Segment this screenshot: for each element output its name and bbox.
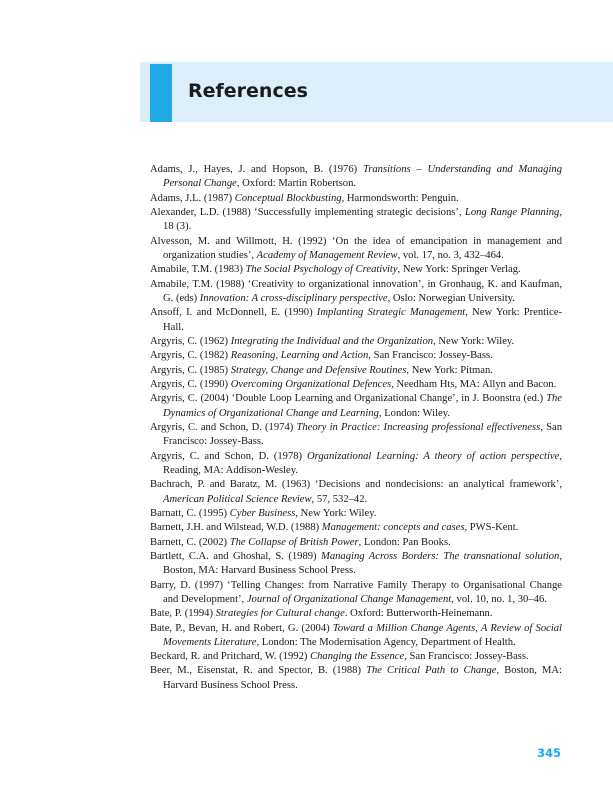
reference-authors: Argyris, C. and Schon, D. (1974): [150, 421, 297, 433]
reference-authors: Amabile, T.M. (1983): [150, 264, 246, 276]
reference-authors: Adams, J.L. (1987): [150, 192, 235, 204]
reference-authors: Adams, J., Hayes, J. and Hopson, B. (1976): [150, 164, 363, 175]
reference-publication: , vol. 17, no. 3, 432–464.: [397, 249, 504, 261]
reference-authors: Beckard, R. and Pritchard, W. (1992): [150, 651, 311, 663]
reference-publication: , Boston, MA: Harvard Business School Press.: [163, 665, 562, 691]
reference-publication: , Harmondsworth: Penguin.: [341, 192, 459, 204]
reference-authors: Bate, P., Bevan, H. and Robert, G. (2004): [150, 622, 333, 634]
reference-publication: , Oslo: Norwegian University.: [387, 292, 515, 304]
reference-publication: , Reading, MA: Addison-Wesley.: [163, 450, 562, 476]
reference-authors: Barnett, C. (2002): [150, 536, 230, 548]
reference-title: Managing Across Borders: The transnational solution: [321, 550, 560, 562]
reference-entry: [150, 650, 562, 664]
reference-publication: , San Francisco: Jossey-Bass.: [404, 651, 529, 663]
reference-list: [150, 163, 562, 693]
reference-authors: Bartlett, C.A. and Ghoshal, S. (1989): [150, 550, 322, 562]
reference-title: Conceptual Blockbusting: [234, 192, 342, 204]
reference-authors: Argyris, C. (1982): [150, 350, 231, 362]
reference-entry: [150, 550, 562, 579]
reference-authors: Argyris, C. (1985): [150, 364, 231, 376]
reference-entry: [150, 192, 562, 206]
reference-title: Journal of Organizational Change Management: [246, 593, 452, 605]
header-accent-tab: [150, 64, 172, 122]
reference-authors: Amabile, T.M. (1988) ‘Creativity to organizational innovation’, in Gronhaug, K. and Kaufman, G. (eds): [150, 278, 562, 304]
reference-title: The Critical Path to Change: [366, 665, 497, 677]
reference-publication: , New York: Wiley.: [433, 335, 515, 347]
reference-entry: [150, 607, 562, 621]
reference-authors: Alexander, L.D. (1988) ‘Successfully implementing strategic decisions’,: [150, 206, 465, 218]
reference-publication: , New York: Wiley.: [295, 507, 377, 519]
page-number: 345: [537, 746, 562, 760]
reference-authors: Argyris, C. (2004) ‘Double Loop Learning and Organizational Change’, in J. Boonstra (ed.): [150, 393, 547, 405]
reference-entry: [150, 521, 562, 535]
reference-publication: , Oxford: Martin Robertson.: [236, 178, 357, 190]
reference-entry: [150, 664, 562, 693]
reference-authors: Argyris, C. and Schon, D. (1978): [150, 450, 307, 462]
reference-entry: [150, 306, 562, 335]
reference-title: The Social Psychology of Creativity: [245, 264, 398, 276]
reference-entry: [150, 235, 562, 264]
reference-title: Transitions – Understanding and Managing Personal Change: [163, 164, 562, 190]
reference-entry: [150, 335, 562, 349]
reference-entry: [150, 163, 562, 192]
reference-title: Toward a Million Change Agents, A Review of Social Movements Literature: [163, 622, 563, 648]
reference-entry: [150, 579, 562, 608]
reference-authors: Argyris, C. (1962): [150, 335, 231, 347]
reference-entry: [150, 622, 562, 651]
reference-entry: [150, 507, 562, 521]
reference-entry: [150, 364, 562, 378]
reference-authors: Barnatt, C. (1995): [150, 507, 230, 519]
reference-title: Implanting Strategic Management: [316, 307, 466, 319]
reference-publication: , Boston, MA: Harvard Business School Press.: [163, 550, 562, 577]
reference-title: Strategies for Cultural change: [215, 608, 345, 620]
reference-entry: [150, 378, 562, 392]
reference-title: Changing the Essence: [310, 651, 405, 663]
reference-title: The Dynamics of Organizational Change and Learning: [163, 393, 562, 419]
reference-publication: , 57, 532–42.: [311, 493, 368, 505]
reference-entry: [150, 421, 562, 450]
reference-entry: [150, 206, 562, 235]
reference-title: Integrating the Individual and the Organization: [230, 335, 434, 347]
reference-authors: Beer, M., Eisenstat, R. and Spector, B. (1988): [150, 665, 367, 677]
reference-publication: , PWS-Kent.: [464, 522, 519, 534]
reference-authors: Bachrach, P. and Baratz, M. (1963) ‘Decisions and nondecisions: an analytical framework’,: [150, 479, 562, 491]
reference-authors: Barnett, J.H. and Wilstead, W.D. (1988): [150, 522, 322, 534]
reference-title: Innovation: A cross-disciplinary perspective: [199, 292, 388, 304]
reference-publication: , San Francisco: Jossey-Bass.: [163, 421, 563, 448]
reference-entry: [150, 392, 562, 421]
reference-entry: [150, 536, 562, 550]
reference-title: Academy of Management Review: [256, 249, 398, 261]
reference-entry: [150, 263, 562, 277]
reference-authors: Alvesson, M. and Willmott, H. (1992) ‘On the idea of emancipation in management and organization studies’,: [150, 235, 562, 261]
reference-entry: [150, 278, 562, 307]
reference-publication: , San Francisco: Jossey-Bass.: [368, 350, 493, 362]
reference-publication: , New York: Prentice-Hall.: [163, 307, 562, 333]
reference-title: Strategy, Change and Defensive Routines: [230, 364, 407, 376]
reference-publication: , London: Pan Books.: [358, 536, 451, 548]
reference-publication: , New York: Pitman.: [406, 364, 493, 376]
reference-publication: , New York: Springer Verlag.: [397, 264, 521, 276]
reference-title: Organizational Learning: A theory of action perspective: [307, 450, 560, 462]
reference-publication: , Needham Hts, MA: Allyn and Bacon.: [391, 378, 557, 390]
reference-title: American Political Science Review: [163, 493, 312, 505]
reference-entry: [150, 450, 562, 479]
reference-publication: , vol. 10, no. 1, 30–46.: [451, 593, 547, 605]
reference-authors: Ansoff, I. and McDonnell, E. (1990): [150, 307, 317, 319]
reference-publication: , London: Wiley.: [378, 407, 450, 419]
reference-authors: Argyris, C. (1990): [150, 378, 231, 390]
reference-entry: [150, 349, 562, 363]
reference-title: Overcoming Organizational Defences: [230, 378, 392, 390]
reference-title: Theory in Practice: Increasing professional effectiveness: [296, 421, 541, 433]
reference-publication: , London: The Modernisation Agency, Department of Health.: [256, 636, 516, 648]
reference-authors: Bate, P. (1994): [150, 608, 216, 620]
reference-title: Cyber Business: [229, 507, 296, 519]
reference-title: The Collapse of British Power: [229, 536, 359, 548]
reference-title: Reasoning, Learning and Action: [230, 350, 369, 362]
reference-publication: . Oxford: Butterworth-Heinemann.: [344, 608, 493, 620]
reference-title: Long Range Planning: [464, 206, 560, 218]
reference-entry: [150, 478, 562, 507]
reference-authors: Barry, D. (1997) ‘Telling Changes: from Narrative Family Therapy to Organisational Change and Development’,: [150, 579, 562, 605]
page-title: References: [188, 80, 308, 102]
reference-title: Management: concepts and cases: [321, 522, 465, 534]
reference-publication: , 18 (3).: [163, 206, 562, 233]
